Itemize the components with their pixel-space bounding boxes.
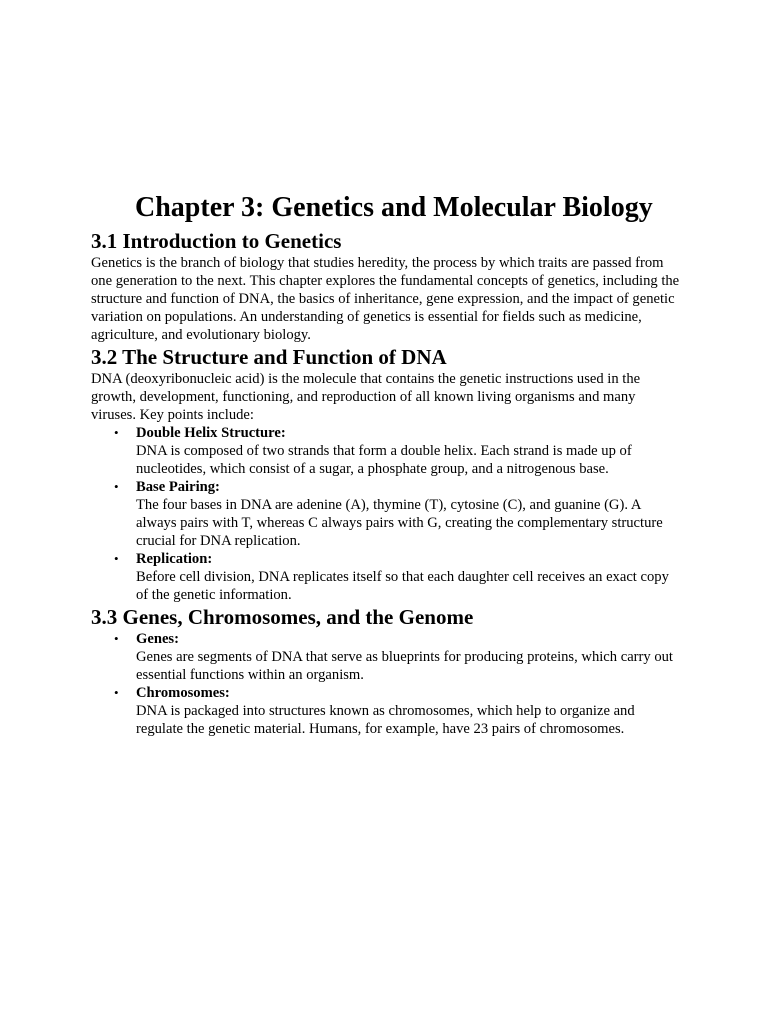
document-content [91,188,681,738]
list-item [91,424,681,478]
bullet-icon: • [114,685,119,700]
section-3-2-paragraph: DNA (deoxyribonucleic acid) is the molecule that contains the genetic instructions used in the growth, development, functioning, and reproduction of all known living organisms and many viruses. Key points include: [91,371,641,423]
chapter-title: Chapter 3: Genetics and Molecular Biology [135,192,653,223]
list-item-term: Replication: [136,551,213,567]
list-item-term: Genes: [136,631,179,647]
bullet-icon: • [114,479,119,494]
list-item-text: Before cell division, DNA replicates itself so that each daughter cell receives an exact copy of the genetic information. [136,569,669,603]
list-item [91,684,681,738]
section-heading-3-1: 3.1 Introduction to Genetics [91,229,342,253]
list-item-text: DNA is composed of two strands that form a double helix. Each strand is made up of nucleotides, which consist of a sugar, a phosphate group, and a nitrogenous base. [136,443,632,477]
bullet-icon: • [114,631,119,646]
list-item-text: The four bases in DNA are adenine (A), thymine (T), cytosine (C), and guanine (G). A always pairs with T, whereas C always pairs with G, creating the complementary structure crucial for DNA replication. [136,497,663,549]
list-item-term: Chromosomes: [136,685,230,701]
list-item-term: Double Helix Structure: [136,425,286,441]
genome-list [91,630,681,738]
list-item-text: Genes are segments of DNA that serve as blueprints for producing proteins, which carry out essential functions within an organism. [136,649,673,683]
bullet-icon: • [114,551,119,566]
dna-key-points-list [91,424,681,604]
list-item-text: DNA is packaged into structures known as chromosomes, which help to organize and regulate the genetic material. Humans, for example, have 23 pairs of chromosomes. [136,703,635,737]
bullet-icon: • [114,425,119,440]
list-item [91,478,681,550]
list-item [91,550,681,604]
section-heading-3-2: 3.2 The Structure and Function of DNA [91,345,447,369]
list-item [91,630,681,684]
section-heading-3-3: 3.3 Genes, Chromosomes, and the Genome [91,605,474,629]
section-3-1-paragraph: Genetics is the branch of biology that studies heredity, the process by which traits are passed from one generation to the next. This chapter explores the fundamental concepts of genetics, including the structure and function of DNA, the basics of inheritance, gene expression, and the impact of genetic variation on populations. An understanding of genetics is essential for fields such as medicine, agriculture, and evolutionary biology. [91,255,680,343]
list-item-term: Base Pairing: [136,479,220,495]
